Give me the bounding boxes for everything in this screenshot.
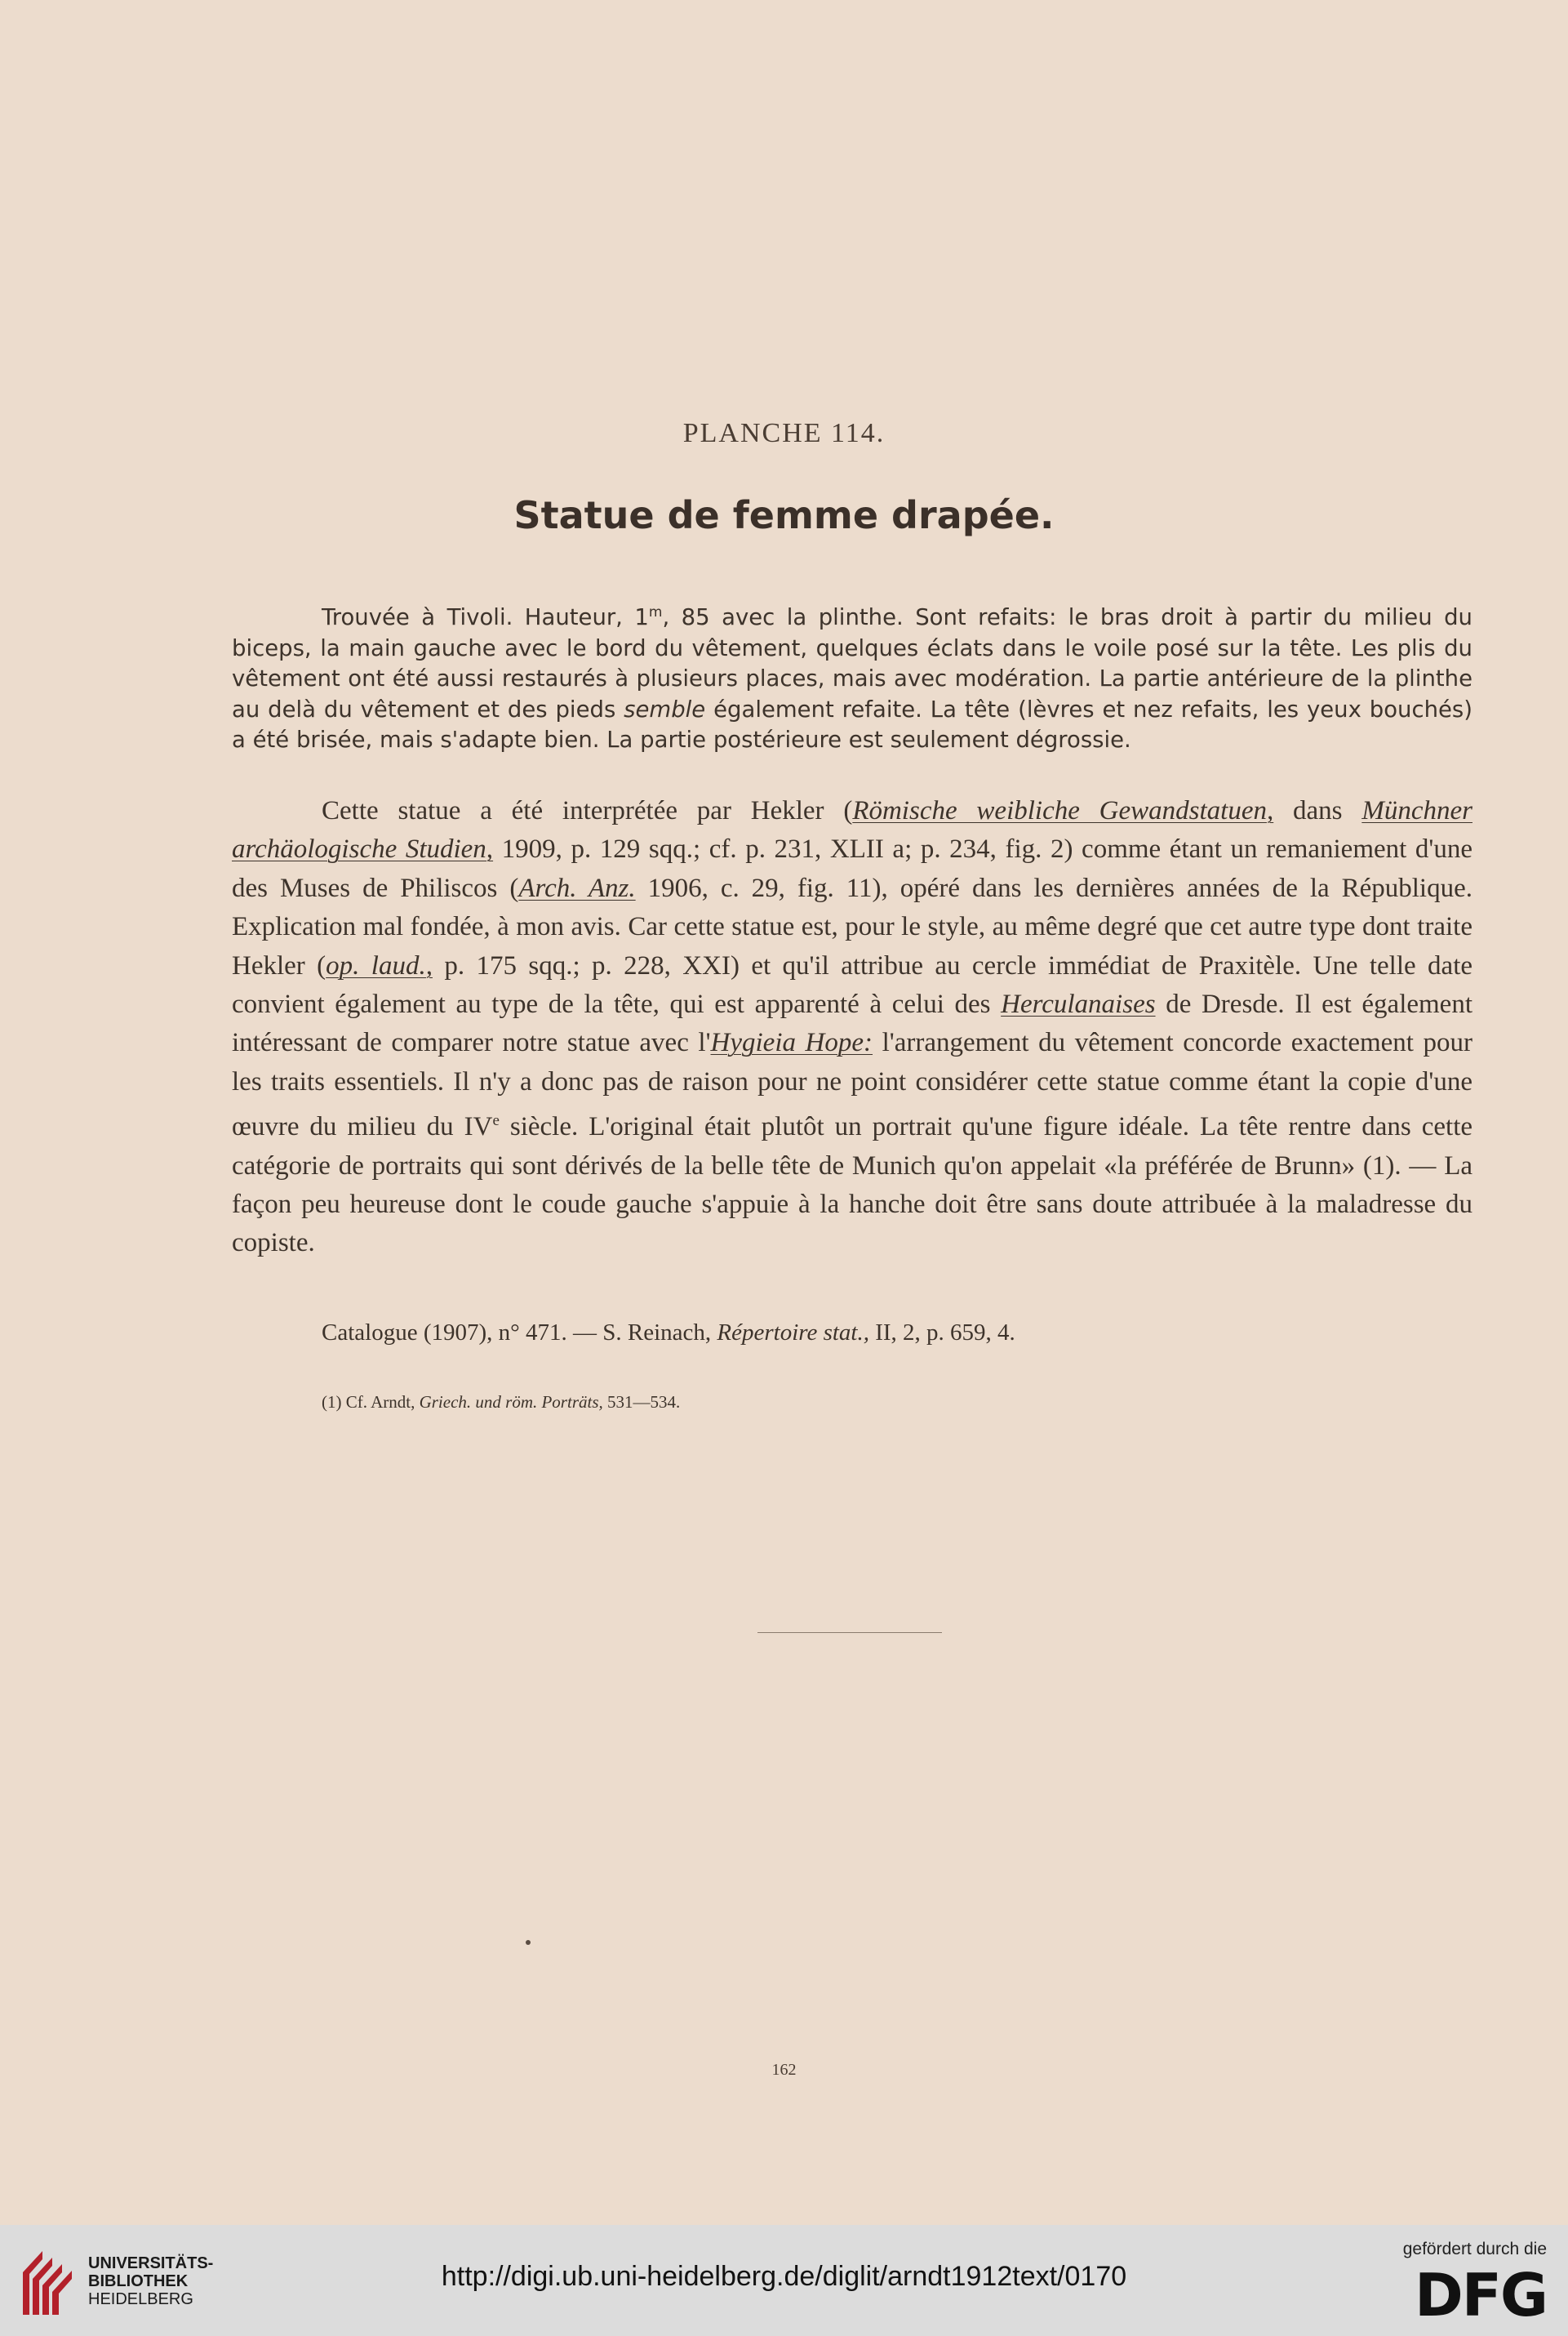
plate-number: PLANCHE 114. [682,418,886,448]
dfg-logo: DFG [1414,2261,1547,2329]
commentary-paragraph: Cette statue a été interprétée par Hekler (Römische weibliche Gewandstatuen, dans Münchner archäologische Studien, 1909, p. 129 sqq.; cf. p. 231, XLII a; p. 234, fig. 2) comme étant un remaniement d'une des Muses de Philiscos (Arch. Anz. 1906, c. 29, fig. 11), opéré dans les dernières années de la République. Explication mal fondée, à mon avis. Car cette statue est, pour le style, au même degré que cet autre type dont traite Hekler (op. laud., p. 175 sqq.; p. 228, XXI) et qu'il attribue au cercle immédiat de Praxitèle. Une telle date convient également au type de la tête, qui est apparenté à celui des Herculanaises de Dresde. Il est également intéressant de comparer notre statue avec l'Hygieia Hope: l'arrangement du vêtement concorde exactement pour les traits essentiels. Il n'y a donc pas de raison pour ne point considérer cette statue comme étant la copie d'une œuvre du milieu du IVe siècle. L'original était plutôt un portrait qu'une figure idéale. La tête rentre dans cette catégorie de portraits qui sont dérivés de la belle tête de Munich qu'on appelait «la préférée de Brunn» (1). — La façon peu heureuse dont le coude gauche s'appuie à la hanche doit être sans doute attribuée à la maladresse du copiste. [232,796,1473,1258]
page-number: 162 [771,2061,797,2079]
footnote: (1) Cf. Arndt, Griech. und röm. Porträts, 531—534. [322,1392,681,1412]
paper-speck [526,1940,531,1945]
library-name: UNIVERSITÄTS- BIBLIOTHEK HEIDELBERG [88,2254,214,2308]
catalogue-reference: Catalogue (1907), n° 471. — S. Reinach, Répertoire stat., II, 2, p. 659, 4. [322,1319,1015,1346]
digitization-footer [0,2225,1568,2336]
page-title: Statue de femme drapée. [513,493,1055,537]
description-paragraph: Trouvée à Tivoli. Hauteur, 1$^m$, 85 avec la plinthe. Sont refaits: le bras droit à partir du milieu du biceps, la main gauche avec le bord du vêtement, quelques éclats dans le voile posé sur la tête. Les plis du vêtement ont été aussi restaurés à plusieurs places, mais avec modération. La partie antérieure de la plinthe au delà du vêtement et des pieds semble également refaite. La tête (lèvres et nez refaits, les yeux bouchés) a été brisée, mais s'adapte bien. La partie postérieure est seulement dégrossie. [232,604,1472,754]
source-url-link[interactable]: http://digi.ub.uni-heidelberg.de/diglit/arndt1912text/0170 [441,2261,1127,2292]
funder-label: gefördert durch die [1402,2240,1547,2258]
separator-rule [757,1632,942,1633]
